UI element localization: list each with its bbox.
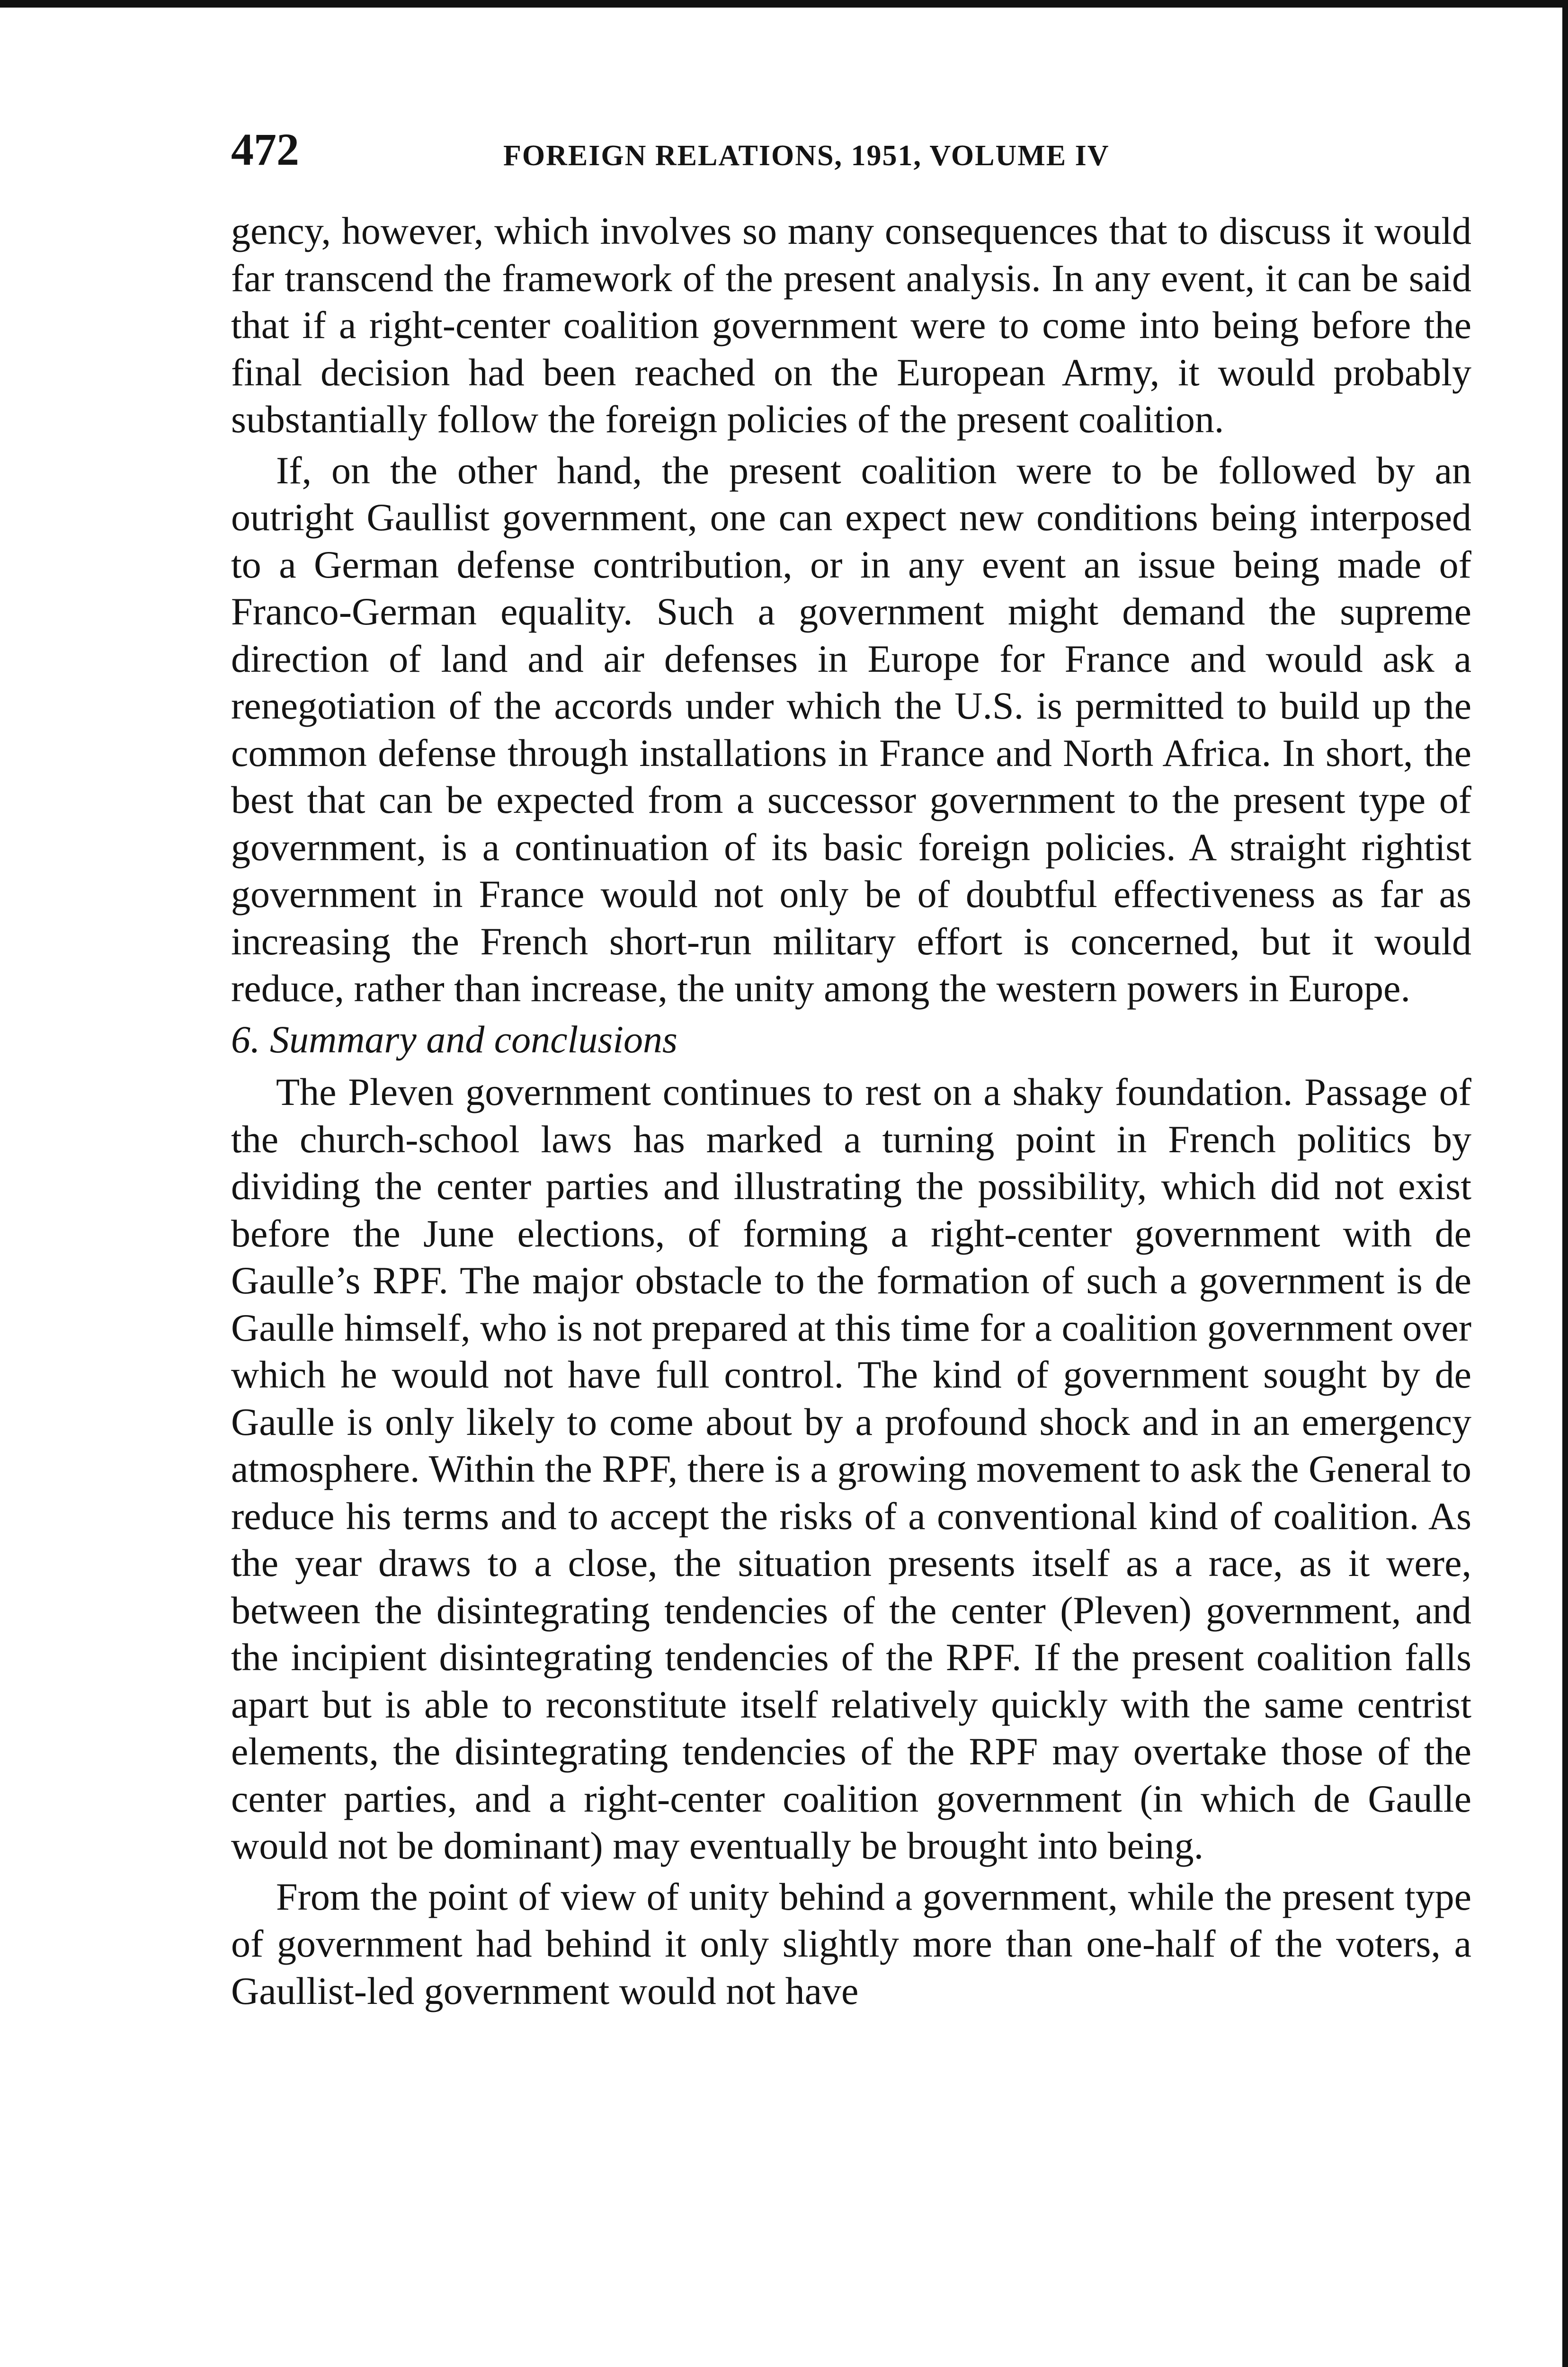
document-page — [231, 124, 1471, 2018]
paragraph-summary: The Pleven government continues to rest on a shaky foundation. Passage of the church-school laws has marked a turning point in French politics by dividing the center parties and illustrating the possibility, which did not exist before the June elections, of forming a right-center government with de Gaulle’s RPF. The major obstacle to the formation of such a government is de Gaulle himself, who is not prepared at this time for a coalition government over which he would not have full control. The kind of government sought by de Gaulle is only likely to come about by a profound shock and in an emergency atmosphere. Within the RPF, there is a growing movement to ask the General to reduce his terms and to accept the risks of a conventional kind of coalition. As the year draws to a close, the situation presents itself as a race, as it were, between the disintegrating tendencies of the center (Pleven) government, and the incipient disintegrating tendencies of the RPF. If the present coalition falls apart but is able to reconstitute itself relatively quickly with the same centrist elements, the disintegrating tendencies of the RPF may overtake those of the center parties, and a right-center coalition government (in which de Gaulle would not be dominant) may eventually be brought into being. — [231, 1070, 1471, 1867]
paragraph-gaullist-government: If, on the other hand, the present coalition were to be followed by an outright Gaullist government, one can expect new conditions being interposed to a German defense contribution, or in any event an issue being made of Franco-German equality. Such a government might demand the supreme direction of land and air defenses in Europe for France and would ask a renegotiation of the accords under which the U.S. is permitted to build up the common defense through installations in France and North Africa. In short, the best that can be expected from a successor government to the present type of government, is a continuation of its basic foreign policies. A straight rightist government in France would not only be of doubtful effectiveness as far as increasing the French short-run military effort is concerned, but it would reduce, rather than increase, the unity among the western powers in Europe. — [231, 448, 1471, 1010]
page-number: 472 — [231, 124, 299, 175]
paragraph-unity: From the point of view of unity behind a government, while the present type of government had behind it only slightly more than one-half of the voters, a Gaullist-led government would not have — [231, 1875, 1471, 2012]
running-title: FOREIGN RELATIONS, 1951, VOLUME IV — [503, 140, 1110, 172]
scan-border-right — [1562, 0, 1568, 2367]
paragraph-continuation: gency, however, which involves so many consequences that to discuss it would far transcend the framework of the present analysis. In any event, it can be said that if a right-center coalition government were to come into being before the final decision had been reached on the European Army, it would probably substantially follow the foreign policies of the present coalition. — [231, 209, 1471, 441]
running-head — [231, 124, 1471, 198]
scan-border-top — [0, 0, 1568, 8]
body-text — [231, 207, 1471, 2014]
section-heading: 6. Summary and conclusions — [231, 1017, 677, 1061]
